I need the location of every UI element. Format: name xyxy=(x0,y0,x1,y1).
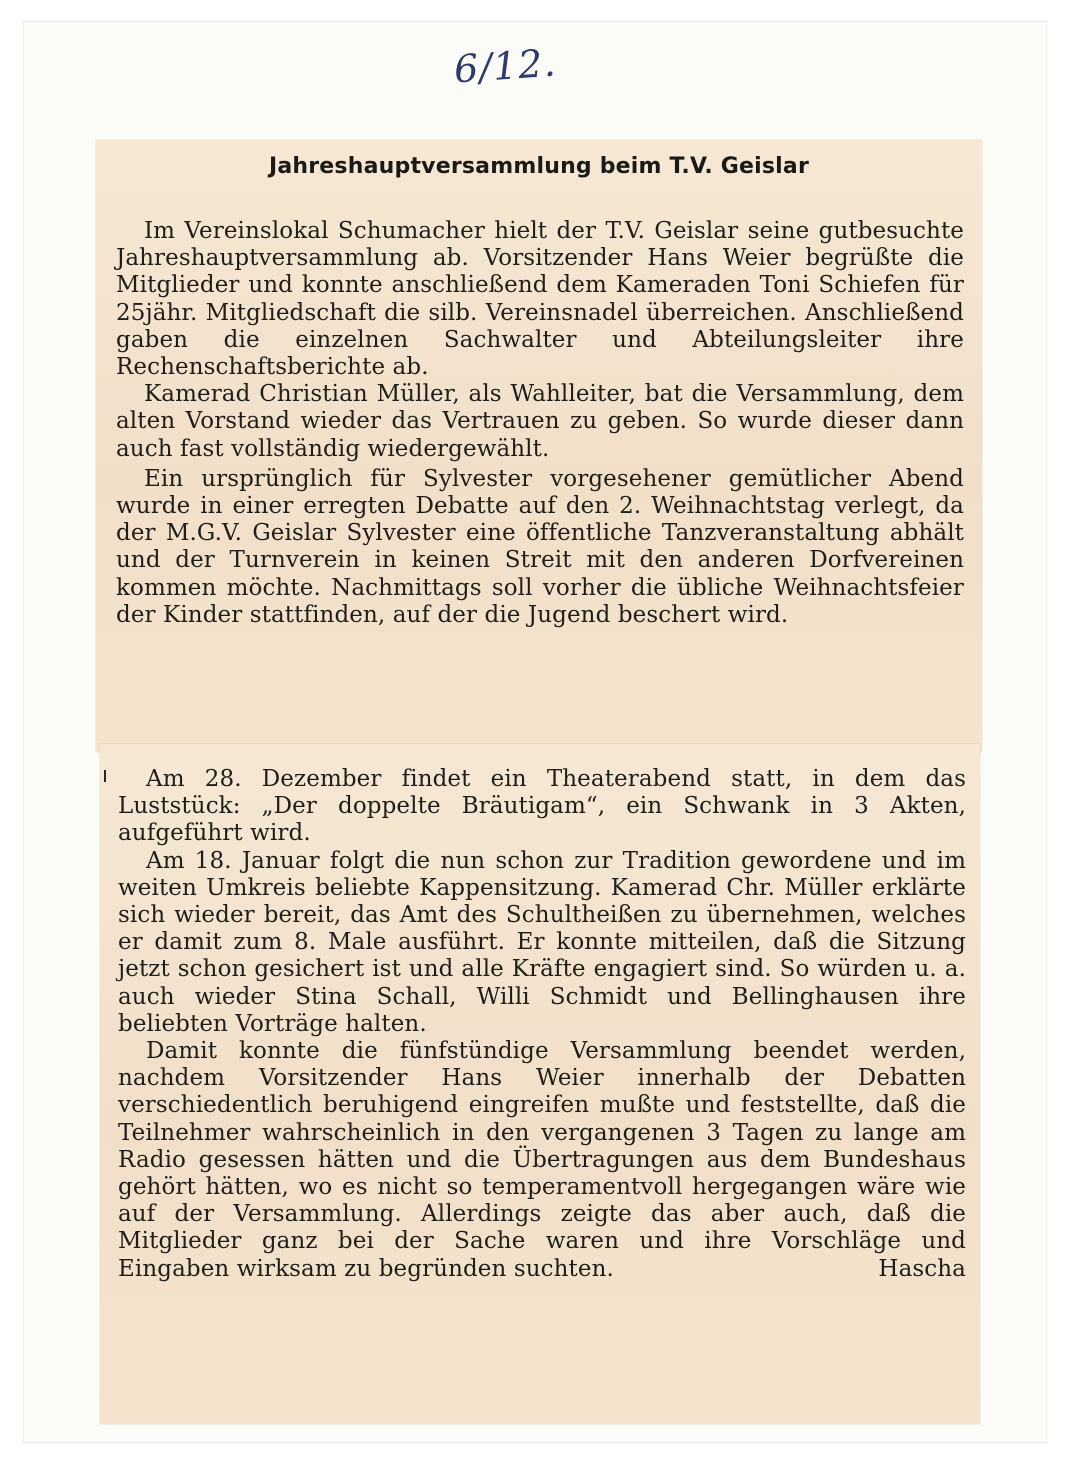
paragraph: Am 18. Januar folgt die nun schon zur Tradition gewordene und im weiten Umkreis beliebte Kappensitzung. Kamerad Chr. Müller erklärte sich wieder bereit, das Amt des Schultheißen zu übernehmen, welches er damit zum 8. Male ausführt. Er konnte mitteilen, daß die Sitzung jetzt schon gesichert ist und alle Kräfte engagiert sind. So würden u. a. auch wieder Stina Schall, Willi Schmidt und Bellinghausen ihre beliebten Vorträge halten. xyxy=(118,847,966,1037)
paragraph: Im Vereinslokal Schumacher hielt der T.V. Geislar seine gutbesuchte Jahreshauptversammlung ab. Vorsitzender Hans Weier begrüßte die Mitglieder und konnte anschließend dem Kameraden Toni Schiefen für 25jähr. Mitgliedschaft die silb. Vereinsnadel überreichen. Anschließend gaben die einzelnen Sachwalter und Abteilungsleiter ihre Rechenschaftsberichte ab. xyxy=(116,218,964,381)
article-headline: Jahreshauptversammlung beim T.V. Geislar xyxy=(268,154,810,179)
author-signature: Hascha xyxy=(878,1255,966,1282)
article-body-top xyxy=(116,218,964,629)
paragraph: Ein ursprünglich für Sylvester vorgesehener gemütlicher Abend wurde in einer erregten Debatte auf den 2. Weihnachtstag verlegt, da der M.G.V. Geislar Sylvester eine öffentliche Tanzveranstaltung abhält und der Turnverein in keinen Streit mit den anderen Dorfvereinen kommen möchte. Nachmittags soll vorher die übliche Weihnachtsfeier der Kinder stattfinden, auf der die Jugend beschert wird. xyxy=(116,465,964,628)
article-body-bottom xyxy=(118,766,966,1283)
paragraph-text: Damit konnte die fünfstündige Versammlung beendet werden, nachdem Vorsitzender Hans Weier innerhalb der Debatten verschiedentlich beruhigend eingreifen mußte und feststellte, daß die Teilnehmer wahrscheinlich in den vergangenen 3 Tagen zu lange am Radio gesessen hätten und die Übertragungen aus dem Bundeshaus gehört hätten, wo es nicht so temperamentvoll hergegangen wäre wie auf der Versammlung. Allerdings zeigte das aber auch, daß die Mitglieder ganz bei der Sache waren und ihre Vorschläge und Eingaben wirksam zu begründen suchten. xyxy=(118,1038,966,1282)
paragraph: Kamerad Christian Müller, als Wahlleiter, bat die Versammlung, dem alten Vorstand wieder das Vertrauen zu geben. So wurde dieser dann auch fast vollständig wiedergewählt. xyxy=(116,381,964,462)
paragraph: Am 28. Dezember findet ein Theaterabend statt, in dem das Luststück: „Der doppelte Bräutigam“, ein Schwank in 3 Akten, aufgeführt wird. xyxy=(118,766,966,847)
margin-mark xyxy=(104,770,106,782)
clipping-top xyxy=(96,140,982,752)
clipping-bottom xyxy=(100,744,980,1424)
scan-page xyxy=(24,22,1046,1442)
paragraph xyxy=(118,1038,966,1283)
handwritten-annotation: 6/12. xyxy=(452,40,558,92)
